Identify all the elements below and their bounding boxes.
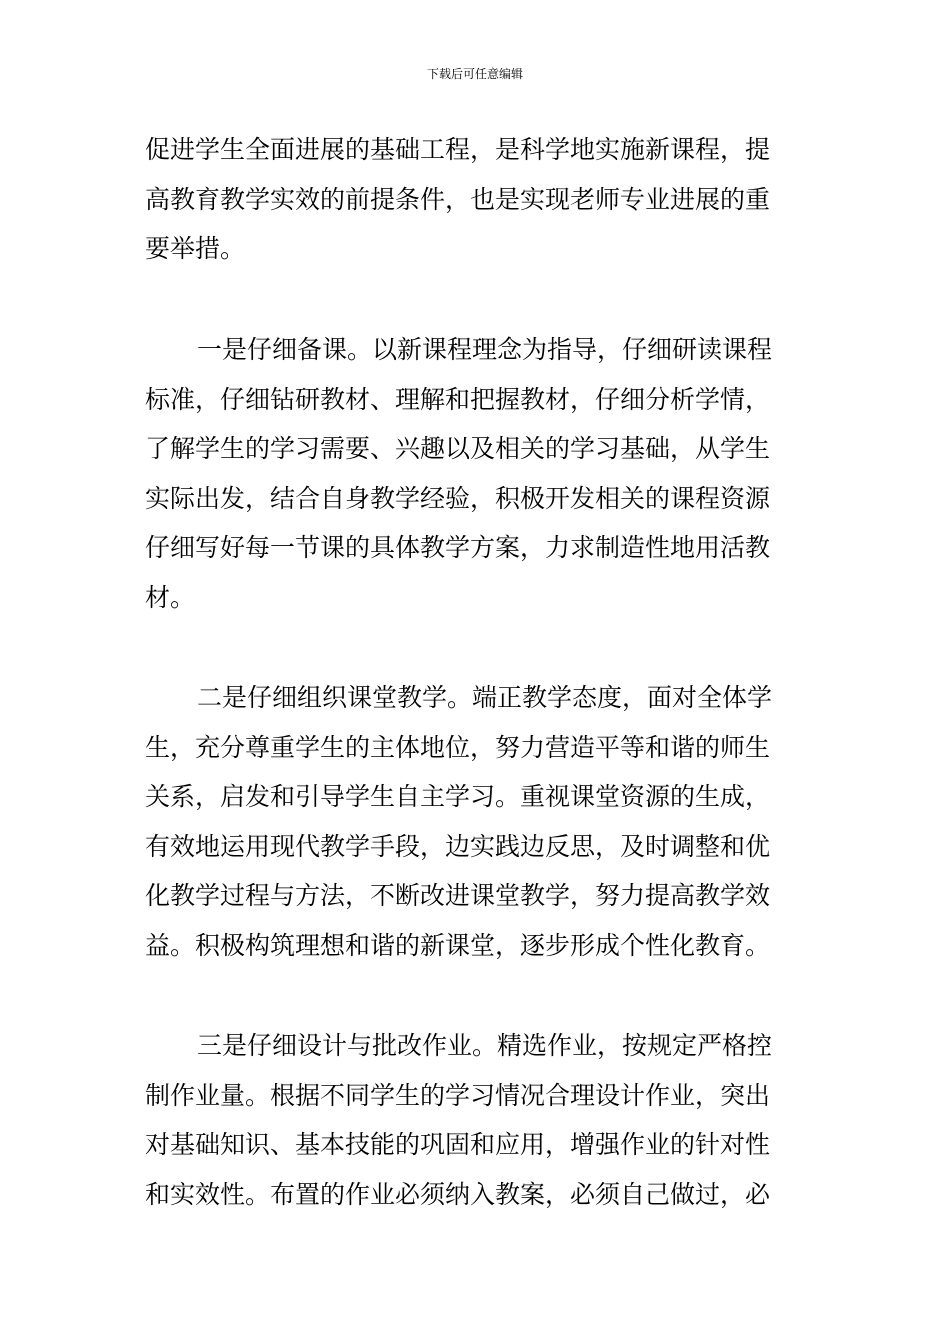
- page-header-note: 下载后可任意编辑: [426, 67, 523, 81]
- text-line: 三是仔细设计与批改作业。精选作业，按规定严格控: [197, 1031, 773, 1060]
- text-line: 对基础知识、基本技能的巩固和应用，增强作业的针对性: [145, 1130, 771, 1159]
- text-line: 高教育教学实效的前提条件，也是实现老师专业进展的重: [145, 184, 771, 214]
- text-line: 有效地运用现代教学手段，边实践边反思，及时调整和优: [145, 831, 771, 861]
- text-line: 和实效性。布置的作业必须纳入教案，必须自己做过，必: [145, 1179, 771, 1209]
- text-line: 实际出发，结合自身教学经验，积极开发相关的课程资源: [145, 483, 771, 513]
- text-line: 了解学生的学习需要、兴趣以及相关的学习基础，从学生: [145, 434, 771, 463]
- paragraph-homework-design: [145, 1021, 810, 1219]
- paragraph-lesson-preparation: [145, 325, 810, 622]
- text-line: 制作业量。根据不同学生的学习情况合理设计作业，突出: [145, 1080, 771, 1110]
- intro-paragraph: [145, 125, 810, 274]
- text-line: 化教学过程与方法，不断改进课堂教学，努力提高教学效: [145, 881, 771, 910]
- text-line: 关系，启发和引导学生自主学习。重视课堂资源的生成，: [145, 782, 771, 811]
- text-line: 一是仔细备课。以新课程理念为指导，仔细研读课程: [197, 335, 773, 364]
- text-line: 生，充分尊重学生的主体地位，努力营造平等和谐的师生: [145, 732, 771, 762]
- text-line: 材。: [145, 582, 196, 612]
- text-line: 益。积极构筑理想和谐的新课堂，逐步形成个性化教育。: [145, 930, 771, 960]
- text-line: 二是仔细组织课堂教学。端正教学态度，面对全体学: [197, 683, 773, 712]
- text-line: 要举措。: [145, 234, 246, 263]
- text-line: 仔细写好每一节课的具体教学方案，力求制造性地用活教: [145, 533, 771, 562]
- text-line: 标准，仔细钻研教材、理解和把握教材，仔细分析学情，: [145, 384, 771, 414]
- paragraph-classroom-teaching: [145, 673, 810, 970]
- text-line: 促进学生全面进展的基础工程，是科学地实施新课程，提: [145, 135, 771, 164]
